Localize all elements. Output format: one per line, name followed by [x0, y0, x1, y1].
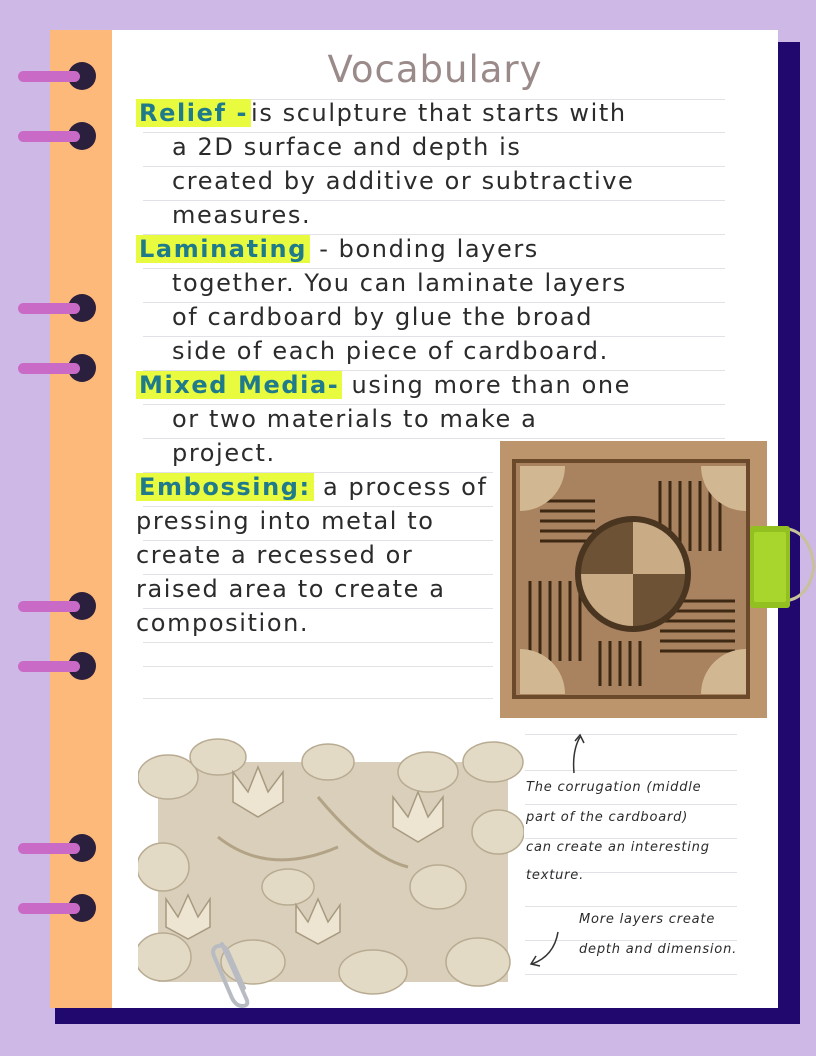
relief-definition-line: measures.	[172, 201, 312, 229]
laminating-definition-line: side of each piece of cardboard.	[172, 337, 609, 365]
mixed-media-definition-line: or two materials to make a	[172, 405, 538, 433]
embossing-definition-line: create a recessed or	[136, 541, 414, 569]
up-arrow-icon	[568, 731, 588, 779]
binder-ring	[18, 652, 98, 680]
embossing-definition-line: raised area to create a	[136, 575, 446, 603]
laminating-definition-line: Laminating - bonding layers	[136, 232, 539, 266]
paperclip-icon	[208, 938, 260, 1008]
binder-clip-icon	[748, 520, 816, 612]
laminating-definition-line: together. You can laminate layers	[172, 269, 627, 297]
layers-note-line: depth and dimension.	[579, 942, 738, 957]
relief-definition-line: Relief - is sculpture that starts with	[136, 96, 627, 130]
embossing-definition-line: Embossing: a process of	[136, 470, 488, 504]
term-mixed-media: Mixed Media-	[136, 371, 342, 399]
cardboard-relief-photo	[500, 441, 767, 718]
layers-note-line: More layers create	[579, 912, 716, 927]
page-title: Vocabulary	[327, 48, 543, 91]
ruled-line	[525, 804, 737, 805]
corrugation-note-line: part of the cardboard)	[526, 810, 689, 825]
down-left-arrow-icon	[526, 928, 562, 972]
ruled-line	[525, 974, 737, 975]
ruled-line	[143, 698, 493, 699]
binder-ring	[18, 62, 98, 90]
embossing-definition-line: pressing into metal to	[136, 507, 435, 535]
corrugation-note-line: texture.	[526, 868, 584, 883]
binder-ring	[18, 294, 98, 322]
ruled-line	[143, 642, 493, 643]
mixed-media-definition-line: project.	[172, 439, 276, 467]
ruled-line	[143, 666, 493, 667]
binder-ring	[18, 894, 98, 922]
corrugation-note-line: The corrugation (middle	[526, 780, 702, 795]
term-laminating: Laminating	[136, 235, 310, 263]
embossing-definition-line: composition.	[136, 609, 310, 637]
binder-ring	[18, 592, 98, 620]
binder-ring	[18, 122, 98, 150]
ruled-line	[525, 906, 737, 907]
term-relief: Relief -	[136, 99, 251, 127]
relief-definition-line: created by additive or subtractive	[172, 167, 635, 195]
relief-definition-line: a 2D surface and depth is	[172, 133, 522, 161]
ruled-line	[525, 770, 737, 771]
ruled-line	[525, 838, 737, 839]
mixed-media-definition-line: Mixed Media- using more than one	[136, 368, 631, 402]
term-embossing: Embossing:	[136, 473, 314, 501]
ruled-line	[525, 734, 737, 735]
binder-ring	[18, 354, 98, 382]
lotus-cardboard-relief-photo	[138, 737, 524, 1000]
laminating-definition-line: of cardboard by glue the broad	[172, 303, 594, 331]
corrugation-note-line: can create an interesting	[526, 840, 710, 855]
binder-ring	[18, 834, 98, 862]
